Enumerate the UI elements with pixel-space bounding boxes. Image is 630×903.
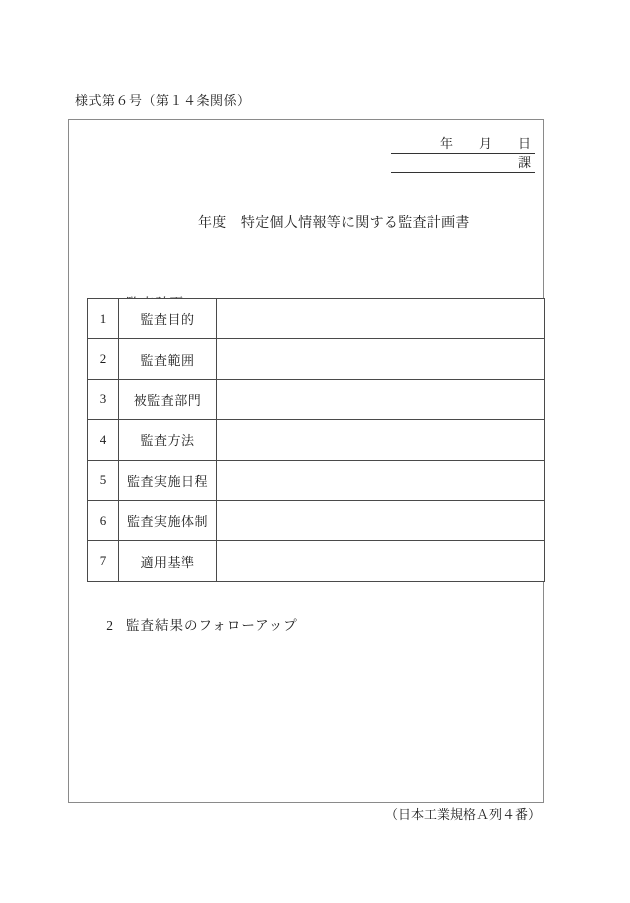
section-2-heading [86, 602, 298, 650]
row-value-cell [217, 541, 545, 581]
row-value-cell [217, 460, 545, 500]
section-2-label: 監査結果のフォローアップ [126, 618, 298, 633]
date-block [391, 135, 535, 173]
row-label: 監査実施日程 [119, 460, 217, 500]
table-row [88, 500, 545, 540]
row-number: 4 [88, 420, 119, 460]
row-label: 被監査部門 [119, 379, 217, 419]
row-label: 監査範囲 [119, 339, 217, 379]
row-number: 7 [88, 541, 119, 581]
table-row [88, 541, 545, 581]
department-fill-in-line: 課 [391, 154, 535, 173]
row-number: 3 [88, 379, 119, 419]
form-number-label: 様式第６号（第１４条関係） [75, 93, 251, 108]
row-value-cell [217, 420, 545, 460]
table-row [88, 379, 545, 419]
row-value-cell [217, 339, 545, 379]
date-fill-in-line: 年 月 日 [391, 135, 535, 154]
row-label: 監査方法 [119, 420, 217, 460]
row-number: 1 [88, 299, 119, 339]
row-number: 2 [88, 339, 119, 379]
table-row [88, 460, 545, 500]
row-label: 監査目的 [119, 299, 217, 339]
table-row [88, 339, 545, 379]
row-value-cell [217, 379, 545, 419]
audit-plan-table [87, 298, 545, 582]
row-number: 5 [88, 460, 119, 500]
row-number: 6 [88, 500, 119, 540]
document-title: 年度 特定個人情報等に関する監査計画書 [198, 216, 470, 231]
form-border-box [68, 119, 544, 803]
table-row [88, 420, 545, 460]
section-2-number: 2 [106, 618, 113, 633]
row-label: 監査実施体制 [119, 500, 217, 540]
paper-size-note: （日本工業規格Ａ列４番） [384, 807, 541, 822]
audit-plan-table-body [88, 299, 545, 582]
row-label: 適用基準 [119, 541, 217, 581]
row-value-cell [217, 500, 545, 540]
table-row [88, 299, 545, 339]
row-value-cell [217, 299, 545, 339]
